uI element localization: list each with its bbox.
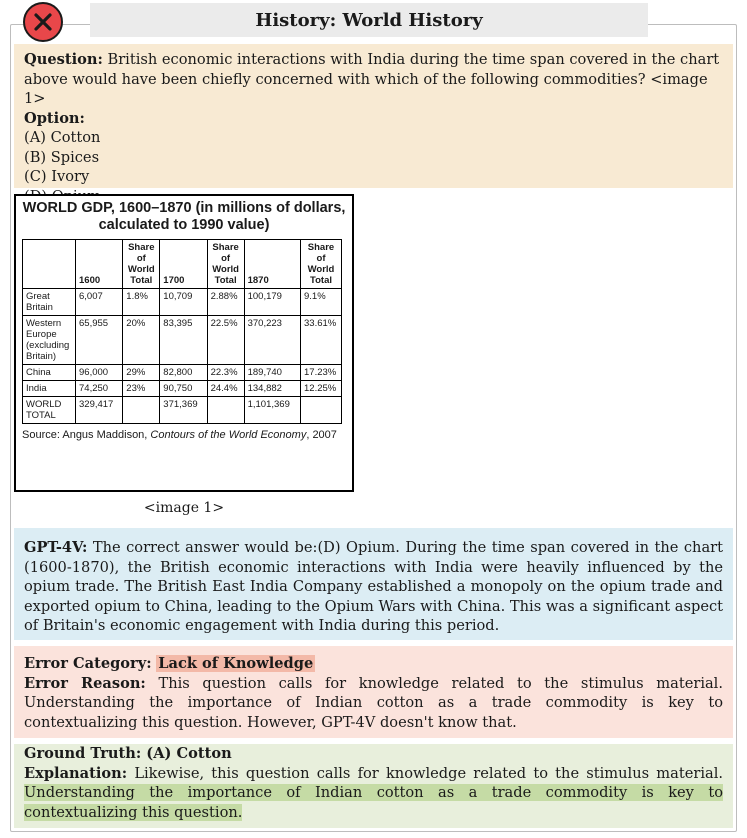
table-header: 1700	[160, 240, 207, 289]
error-category-line	[24, 654, 723, 674]
table-cell: 2.88%	[207, 289, 244, 316]
table-cell: 189,740	[244, 365, 300, 381]
ground-truth-label: Ground Truth: (A) Cotton	[24, 745, 232, 762]
table-cell: Great Britain	[23, 289, 76, 316]
table-header	[23, 240, 76, 289]
table-cell: 24.4%	[207, 381, 244, 397]
table-row	[23, 381, 342, 397]
error-reason: This question calls for knowledge related to the stimulus material. Understanding the importance of Indian cotton as a trade commodity is key to contextualizing this question. However, GPT-4V doesn't know that.	[24, 674, 723, 731]
option-label: Option:	[24, 109, 85, 127]
error-reason-line	[24, 674, 723, 733]
gpt-answer-box	[14, 528, 733, 640]
table-cell: 12.25%	[301, 381, 342, 397]
explanation	[24, 764, 723, 823]
table-cell	[123, 397, 160, 424]
table-cell: 370,223	[244, 316, 300, 365]
table-row	[23, 289, 342, 316]
error-box	[14, 646, 733, 738]
gpt-text: The correct answer would be:(D) Opium. During the time span covered in the chart (1600-1870), the British economic interactions with India were heavily influenced by the opium trade. The British East India Company established a monopoly on the opium trade and exported opium to China, leading to the Opium Wars with China. This was a significant aspect of Britain's economic engagement with India during this period.	[24, 539, 724, 634]
table-cell: 371,369	[160, 397, 207, 424]
table-cell: 33.61%	[301, 316, 342, 365]
gpt-label: GPT-4V:	[24, 539, 88, 556]
table-cell: 9.1%	[301, 289, 342, 316]
error-category-label: Error Category:	[24, 655, 152, 672]
option-a: (A) Cotton	[24, 129, 101, 146]
gdp-table	[22, 239, 342, 424]
table-cell: 1,101,369	[244, 397, 300, 424]
table-cell: India	[23, 381, 76, 397]
table-header: Share of World Total	[301, 240, 342, 289]
table-cell: China	[23, 365, 76, 381]
page-title	[90, 3, 648, 37]
table-cell: 100,179	[244, 289, 300, 316]
table-cell: 82,800	[160, 365, 207, 381]
table-cell: 23%	[123, 381, 160, 397]
table-header: Share of World Total	[207, 240, 244, 289]
table-cell: 1.8%	[123, 289, 160, 316]
table-cell	[301, 397, 342, 424]
table-cell: 29%	[123, 365, 160, 381]
table-cell: 329,417	[76, 397, 123, 424]
error-reason-label: Error Reason:	[24, 674, 146, 692]
table-cell: 65,955	[76, 316, 123, 365]
image-caption: <image 1>	[143, 500, 225, 516]
table-row	[23, 397, 342, 424]
table-body	[23, 289, 342, 424]
gdp-table-figure	[14, 194, 354, 492]
table-row	[23, 365, 342, 381]
question-text	[24, 50, 723, 109]
table-cell: 134,882	[244, 381, 300, 397]
table-cell: 22.5%	[207, 316, 244, 365]
option-c: (C) Ivory	[24, 168, 90, 185]
table-cell: 6,007	[76, 289, 123, 316]
table-cell: 20%	[123, 316, 160, 365]
close-icon	[32, 11, 54, 33]
explanation-highlight: Understanding the importance of Indian cotton as a trade commodity is key to contextualizing this question.	[24, 784, 723, 821]
option-b: (B) Spices	[24, 148, 100, 166]
table-cell: 83,395	[160, 316, 207, 365]
table-cell: 74,250	[76, 381, 123, 397]
table-header: 1870	[244, 240, 300, 289]
explanation-label: Explanation:	[24, 764, 128, 782]
table-cell: WORLD TOTAL	[23, 397, 76, 424]
source-title: Contours of the World Economy	[150, 429, 307, 441]
error-category: Lack of Knowledge	[158, 655, 314, 672]
question-box	[14, 44, 733, 188]
chart-title: WORLD GDP, 1600–1870 (in millions of dollars, calculated to 1990 value)	[22, 200, 346, 233]
table-cell: 90,750	[160, 381, 207, 397]
table-cell	[207, 397, 244, 424]
table-header: 1600	[76, 240, 123, 289]
table-cell: 17.23%	[301, 365, 342, 381]
table-cell: 22.3%	[207, 365, 244, 381]
table-header: Share of World Total	[123, 240, 160, 289]
table-cell: 10,709	[160, 289, 207, 316]
table-cell: 96,000	[76, 365, 123, 381]
ground-truth-box	[14, 744, 733, 828]
table-row	[23, 316, 342, 365]
table-cell: Western Europe (excluding Britain)	[23, 316, 76, 365]
explanation-plain: Likewise, this question calls for knowledge related to the stimulus material.	[134, 764, 723, 782]
question-body: British economic interactions with India during the time span covered in the chart above would have been chiefly concerned with which of the following commodities? <image 1>	[24, 51, 720, 107]
source-suffix: , 2007	[306, 429, 337, 441]
error-badge	[23, 2, 63, 42]
chart-source	[16, 424, 352, 446]
title-text: History: World History	[255, 9, 483, 31]
source-prefix: Source: Angus Maddison,	[22, 429, 151, 441]
question-label: Question:	[24, 51, 103, 68]
table-header-row	[23, 240, 342, 289]
